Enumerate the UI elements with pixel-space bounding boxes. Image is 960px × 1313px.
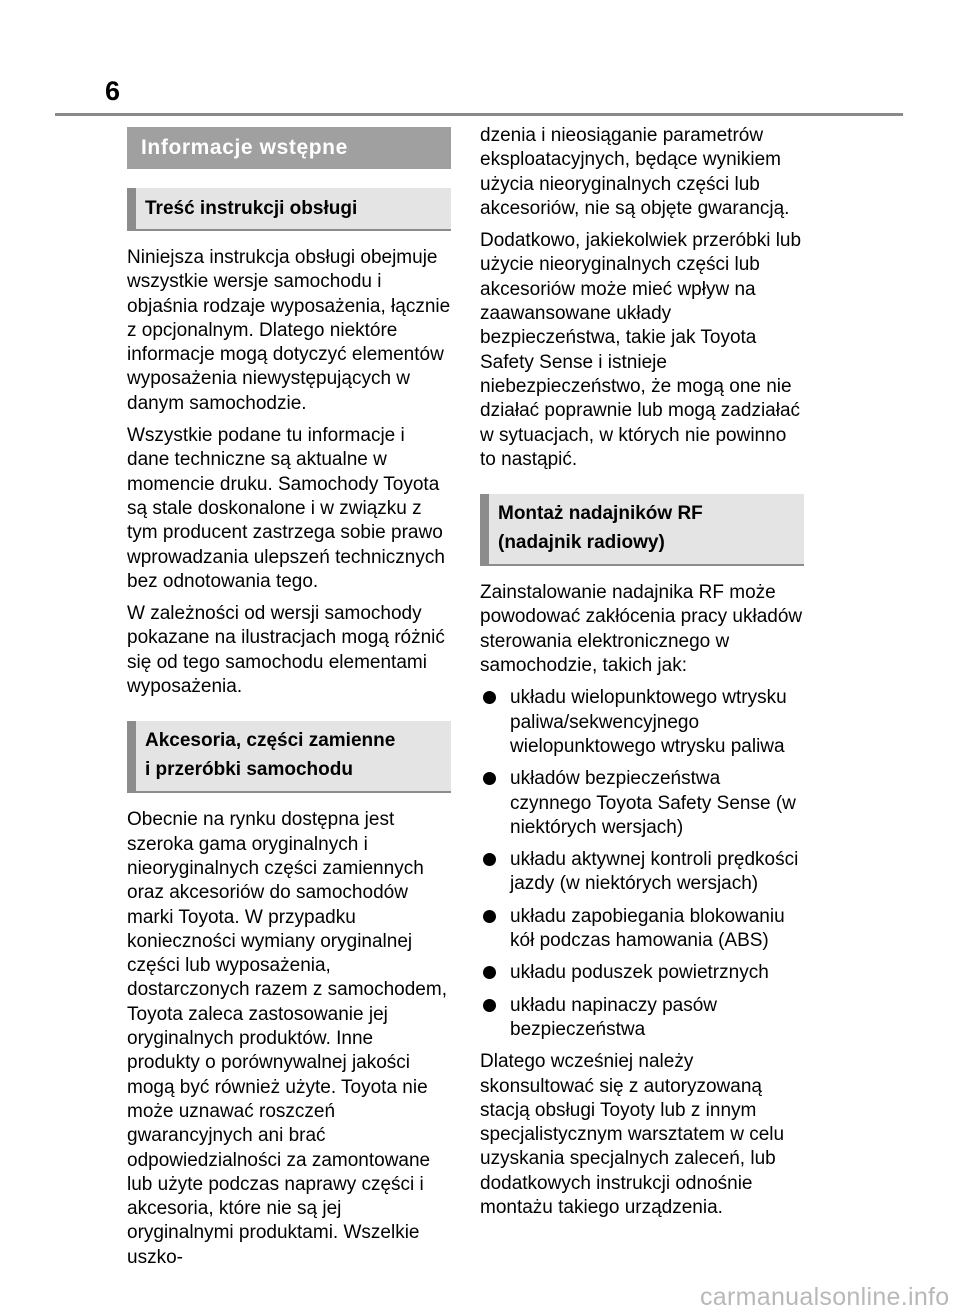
list-item-text: układu aktywnej kontroli prędkości jazdy (w niektórych wersjach) (510, 849, 799, 895)
paragraph: W zależności od wersji samochody pokazane na ilustracjach mogą różnić się od tego samochodu elementami wyposażenia. (127, 603, 445, 698)
list-item-text: układu wielopunktowego wtrysku paliwa/sekwencyjnego wielopunktowego wtrysku paliwa (510, 687, 787, 757)
paragraph: Dlatego wcześniej należy skonsultować się z autoryzowaną stacją obsługi Toyoty lub z innym specjalistycznym warsztatem w celu uzyskania specjalnych zaleceń, lub dodatkowych instrukcji odnośnie montażu takiego urządzenia. (480, 1051, 785, 1218)
list-item (480, 905, 804, 954)
watermark: carmanualsonline.info (700, 1283, 950, 1311)
page-number: 6 (105, 76, 121, 106)
header-rule (55, 113, 903, 116)
list-item-text: układu napinaczy pasów bezpieczeństwa (510, 994, 718, 1040)
bullet-list (480, 686, 804, 1042)
right-column (480, 124, 804, 1220)
paragraph: Obecnie na rynku dostępna jest szeroka gama oryginalnych i nieoryginalnych części zamiennych oraz akcesoriów do samochodów marki Toyota. W przypadku konieczności wymiany oryginalnej części lub wyposażenia, dostarczonych razem z samochodem, Toyota zaleca zastosowanie jej oryginalnych produktów. Inne produkty o porównywalnej jakości mogą być również użyte. Toyota nie może uznawać roszczeń gwarancyjnych ani brać odpowiedzialności za zamontowane lub użyte podczas naprawy części i akcesoria, które nie są jej oryginalnymi produktami. Wszelkie uszko- (127, 809, 447, 1268)
section-title-line: Akcesoria, części zamienne (145, 730, 396, 752)
bullet-icon (483, 910, 496, 923)
paragraph: Wszystkie podane tu informacje i dane techniczne są aktualne w momencie druku. Samochody Toyota są stale doskonalone i w związku z tym producent zastrzega sobie prawo wprowadzania ulepszeń technicznych bez odnotowania tego. (127, 425, 445, 592)
paragraph: Niniejsza instrukcja obsługi obejmuje wszystkie wersje samochodu i objaśnia rodzaje wyposażenia, łącznie z opcjonalnym. Dlatego niektóre informacje mogą dotyczyć elementów wyposażenia niewystępujących w danym samochodzie. (127, 247, 451, 414)
section-header-manual-contents (127, 188, 451, 231)
list-item (480, 961, 804, 985)
list-item-text: układu zapobiegania blokowaniu kół podczas hamowania (ABS) (510, 905, 785, 952)
section-title-line: i przeróbki samochodu (145, 759, 353, 781)
list-item-text: układów bezpieczeństwa czynnego Toyota Safety Sense (w niektórych wersjach) (510, 768, 796, 838)
bullet-icon (483, 966, 496, 979)
bullet-icon (483, 691, 496, 704)
list-item (480, 848, 804, 897)
section-header-rf-transmitters (480, 494, 804, 566)
section-title-line: Montaż nadajników RF (498, 503, 703, 525)
section-header-accessories (127, 721, 451, 793)
paragraph: Dodatkowo, jakiekolwiek przeróbki lub użycie nieoryginalnych części lub akcesoriów może mieć wpływ na zaawansowane układy bezpieczeństwa, takie jak Toyota Safety Sense i istnieje niebezpieczeństwo, że mogą one nie działać poprawnie lub mogą zadziałać w sytuacjach, w których nie powinno to nastąpić. (480, 230, 802, 470)
paragraph: Zainstalowanie nadajnika RF może powodować zakłócenia pracy układów sterowania elektronicznego w samochodzie, takich jak: (480, 582, 803, 677)
list-item-text: układu poduszek powietrznych (510, 962, 769, 984)
chapter-header: Informacje wstępne (127, 127, 451, 169)
bullet-icon (483, 772, 496, 785)
bullet-icon (483, 999, 496, 1012)
list-item (480, 767, 804, 840)
section-title-line: (nadajnik radiowy) (498, 532, 665, 554)
list-item (480, 686, 804, 759)
section-title: Treść instrukcji obsługi (145, 198, 358, 219)
bullet-icon (483, 853, 496, 866)
list-item (480, 994, 804, 1043)
left-column (127, 127, 451, 1270)
paragraph: dzenia i nieosiąganie parametrów eksploatacyjnych, będące wynikiem użycia nieoryginalnych części lub akcesoriów, nie są objęte gwarancją. (480, 125, 790, 219)
